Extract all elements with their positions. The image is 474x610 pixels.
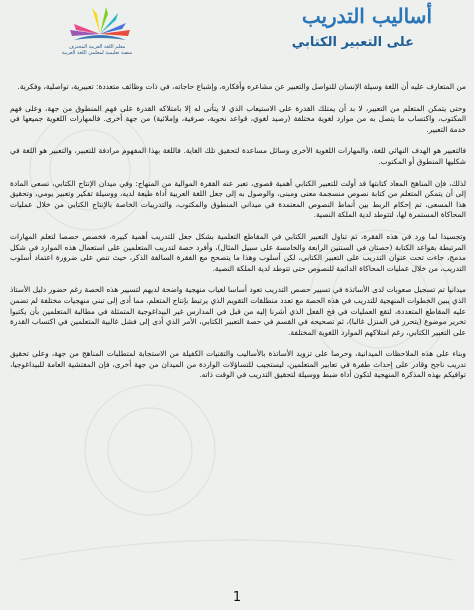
page-number: 1 bbox=[232, 590, 242, 605]
header bbox=[0, 0, 474, 80]
logo-caption-line: منصة تعليمية لمعلمي اللغة العربية bbox=[61, 50, 133, 56]
paragraph: فالتعبير هو الهدف النهائي للغة، والمهارات اللغوية الأخرى وسائل مساعدة لتحقيق تلك الغاية. فاللغة بهذا المفهوم مرادفة للتعبير، والتعبير هو اللغة في شكليها المنطوق أو المكتوب. bbox=[10, 146, 466, 166]
document-body bbox=[10, 82, 466, 392]
paragraph: وبناء على هذه الملاحظات الميدانية، وحرصا على تزويد الأساتذة بالأساليب والتقنيات الكفيلة من الاستجابة لمتطلبات المناهج من جهة، وعلى تحقيق تدريب ناجح وقادر على إحداث طفرة في تعابير المتعلمين، ليستجيب للتساؤلات الواردة من الميدان من جهة أخرى، فإن المفتشية العامة للبيداغوجيا، توافيكم بهذه المذكرة المنهجية لتكون أداة ضبط ووسيلة لتحقيق التدريب في الوقت ذاته. bbox=[10, 349, 466, 380]
title-box bbox=[264, 4, 464, 64]
paragraph: وتجسيدا لما ورد في هذه الفقرة، تم تناول التعبير الكتابي في المقاطع التعلمية بشكل جعل للتدريب أهمية كبيرة، فخصص حصصا لتعلم المهارات المرتبطة بقواعد الكتابة (حصتان في السنتين الرابعة والخامسة على سبيل المثال)، وأفرد حصة لتدريب المتعلمين على استعمال هذه الموارد في شكل مدمج، جاءت تحت عنوان التدريب على التعبير الكتابي، لكن أسلوب وهذا ما يتصحح مع الفقرة السالفة الذكر، حيث تنص على ضرورة اعتماد أسلوب التدريب، من خلال عمليات المحاكاة الدائمة للنصوص حتى تتوطد لدية الملكة النصية. bbox=[10, 231, 466, 273]
logo-caption bbox=[22, 44, 172, 56]
paragraph: من المتعارف عليه أن اللغة وسيلة الإنسان للتواصل والتعبير عن مشاعره وأفكاره، وإشباع حاجاته، في ذات وظائف متعددة: تعبيرية، تواصلية، وفكرية. bbox=[17, 82, 466, 91]
paragraph: ميدانيا تم تسجيل صعوبات لدى الأساتذة في تسيير حصص التدريب تعود أساسا لغياب منهجية واضحة لديهم لتسيير هذه الحصة رغم حضور دليل الأستاذ الذي يبين الخطوات المنهجية للتدريب في هذه الحصة مع تعدد منطلقات التقويم الذي يرتبط بإنتاج المتعلم، مما أدى إلى تبني منهجيات مختلفة لم تضمن عليه المقاطع المتعددة، لتقع العمليات في فخ الفعل الذي أشرنا إليه من قبل في المدارس غير البيداغوجية المتمثلة في مطالبة المتعلمين بأن يكتبوا تحرير موضوع (يتحرر في المنزل غالبا)، ثم تصحيحه في القسم في حصة التعبير الكتابي، الأمر الذي أدى إلى فشل غالبية المتعلمين في اكتساب القدرة على التعبير الكتابي، رغم امتلاكهم الموارد اللغوية المختلفة. bbox=[10, 285, 466, 337]
paragraph: وحتى يتمكن المتعلم من التعبير، لا بد أن يمتلك القدرة على الاستيعاب الذي لا يتأتى له إلا بامتلاكه القدرة على فهم المنطوق من جهة، وعلى فهم المكتوب، واكتساب ما يتصل به من موارد لغوية مختلفة (رصيد لغوي، قواعد نحوية، صرفية، وإملائية) من جهة أخرى. فالمهارات اللغوية جميعها في خدمة التعبير. bbox=[10, 103, 466, 134]
paragraph: لذلك، فإن المناهج المعاد كتابتها قد أولت للتعبير الكتابي أهمية قصوى، تعبر عنه الفقرة الموالية من المنهاج: وفي ميدان الإنتاج الكتابي، تسعى المادة إلى أن يتمكن المتعلم من كتابة نصوص منسجمة معنى ومبنى، والوصول به إلى جعل اللغة العربية أداة طيعة لديه، ووسيلة تفكير وتعبير يومي، وتحقيق هذا المسعى، تم إحكام الربط بين أنماط النصوص المعتمدة في ميداني المنطوق والمكتوب، والتدريبات الخاصة بالإنتاج الكتابي من خلال عمليات المحاكاة المستمرة لها، لتتوطد لدية الملكة النصية. bbox=[10, 178, 466, 220]
logo-icon bbox=[40, 4, 160, 46]
page-title: أساليب التدريب bbox=[301, 4, 432, 28]
page-subtitle: على التعبير الكتابي bbox=[291, 35, 414, 50]
logo-caption-line: معلم اللغة العربية المحترف bbox=[68, 44, 126, 50]
